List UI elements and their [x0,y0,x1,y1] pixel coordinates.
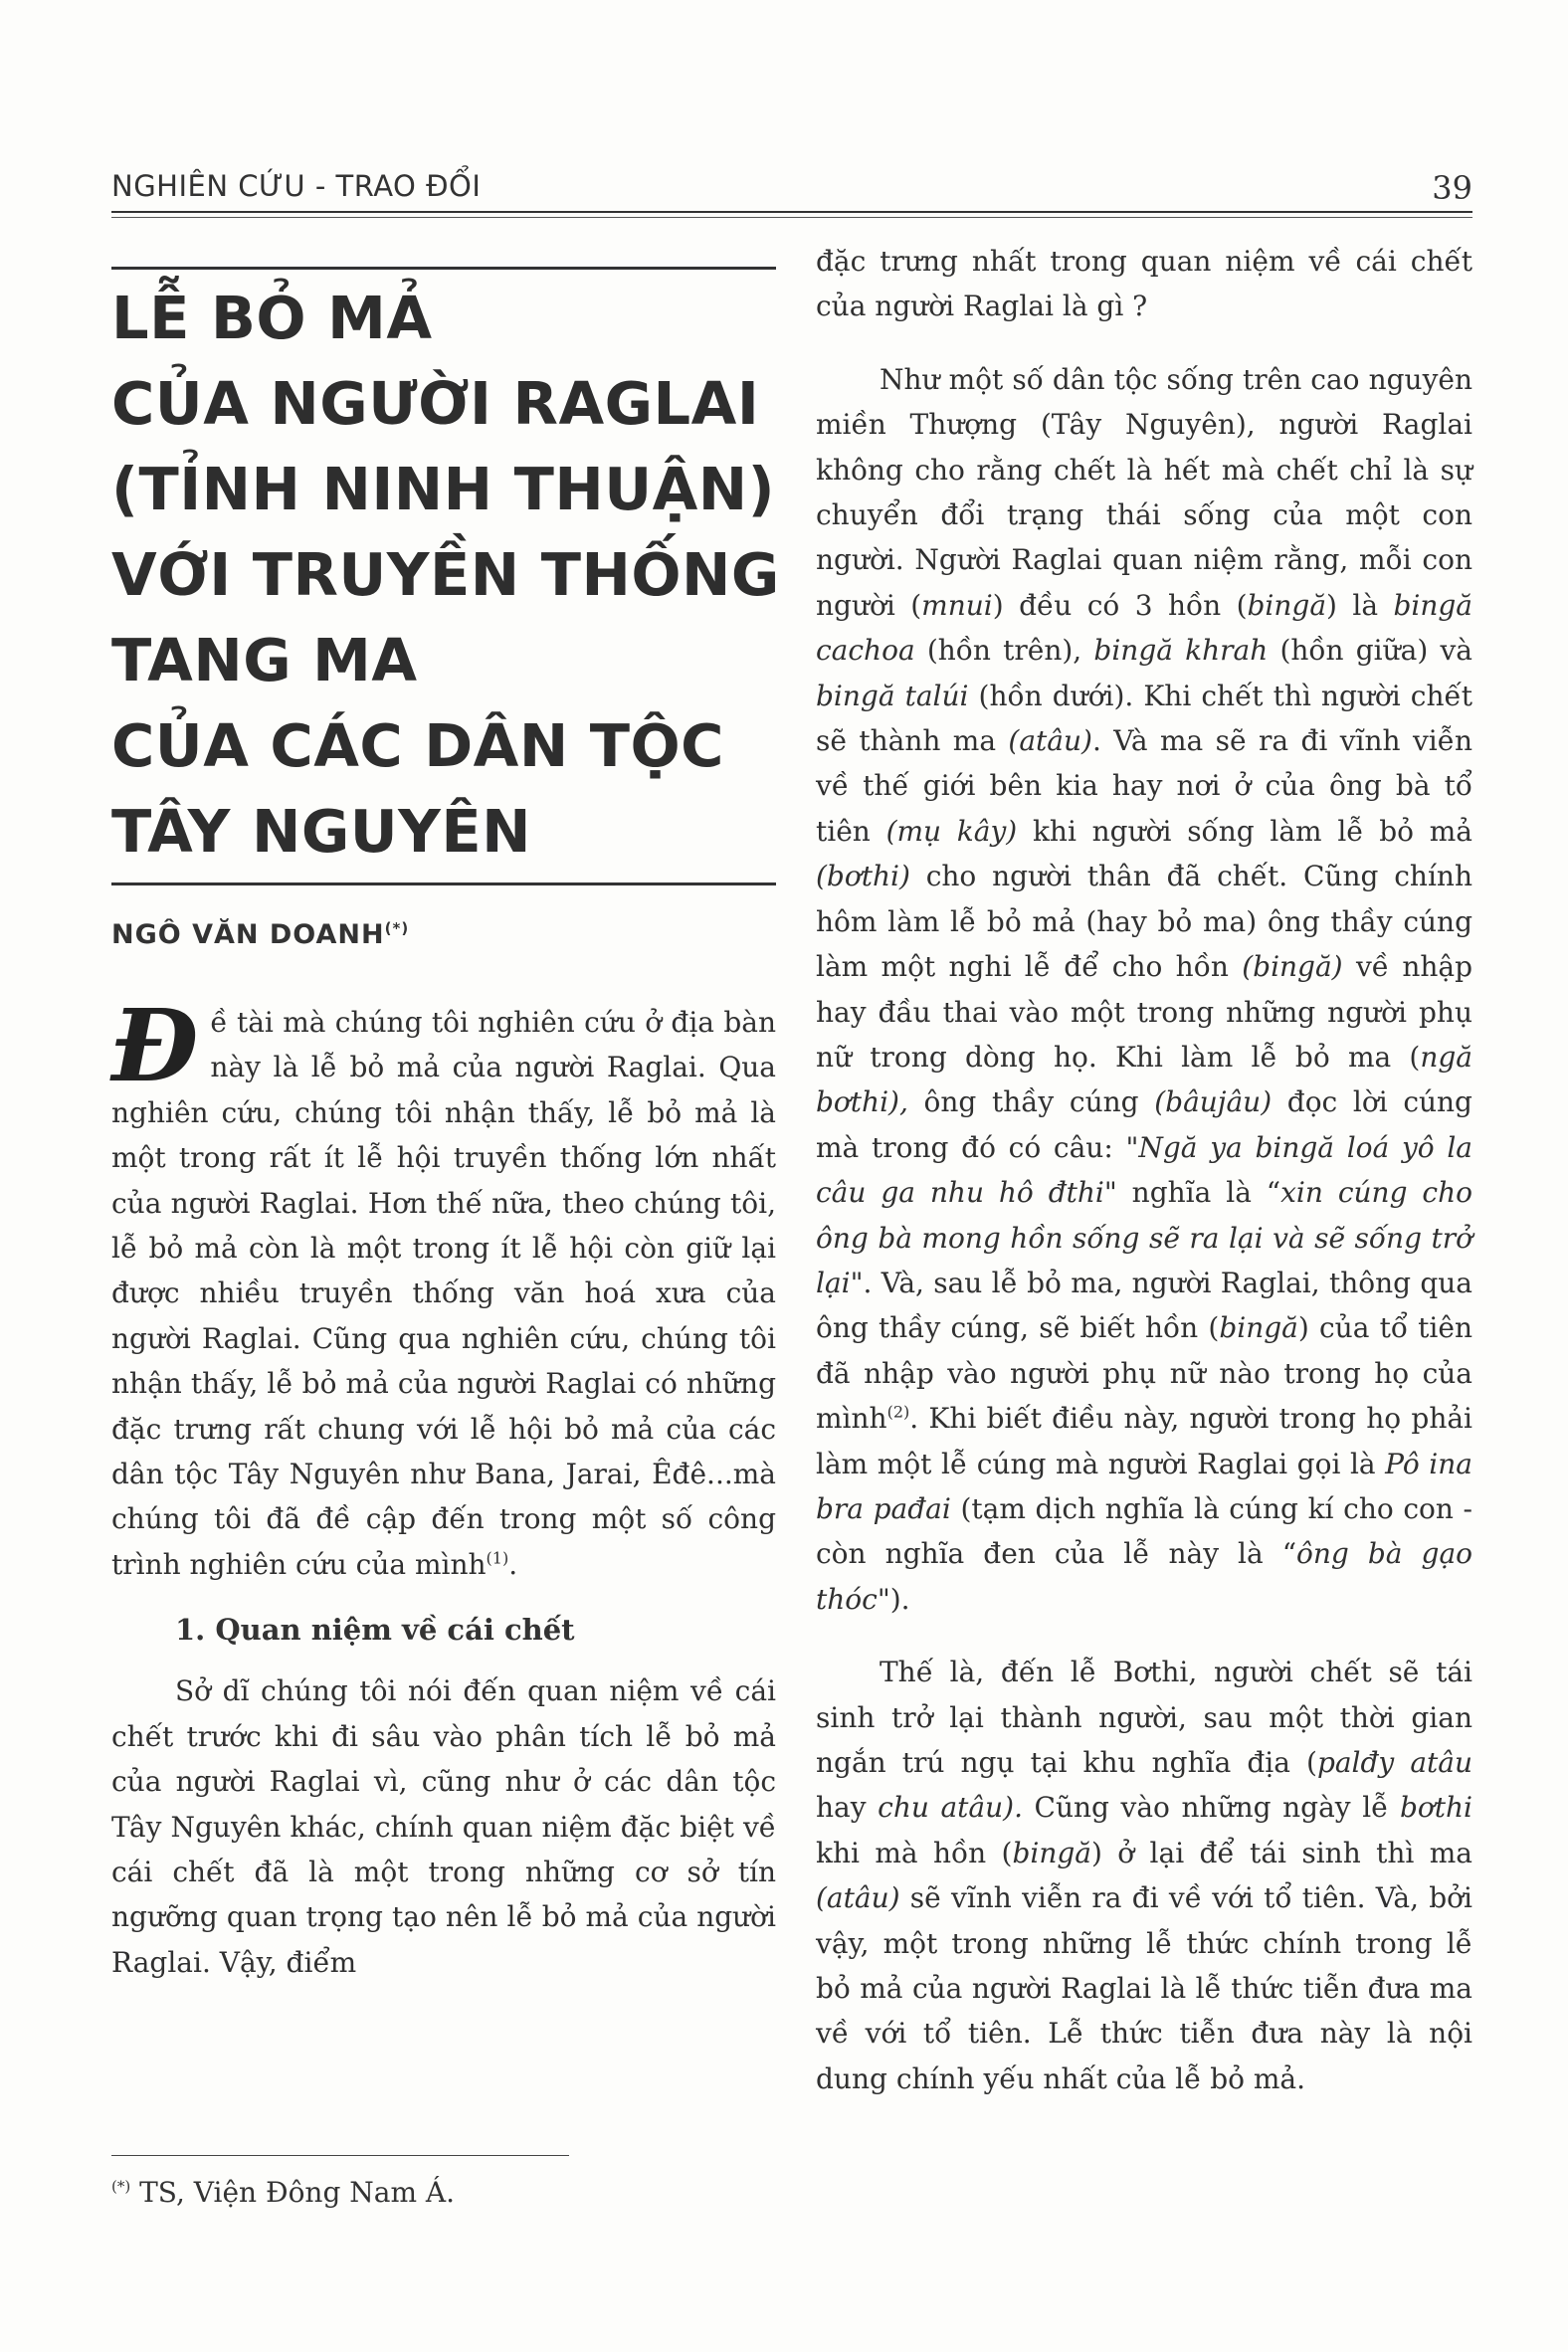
italic-term: chu atâu). [878,1791,1023,1825]
text-run: (hồn trên), [914,634,1094,668]
text-run: " nghĩa là “ [1103,1176,1281,1210]
italic-term: Ngă ya bingă loá yô la câu ga nhu hô đthi [816,1130,1472,1210]
footnote-ref: (1) [486,1548,509,1568]
footnote-mark: (*) [111,2177,131,2196]
italic-term: (bingă) [1242,950,1343,984]
text-run: về nhập hay đầu thai vào một trong những người phụ nữ trong dòng họ. Khi làm lễ bỏ ma ( [816,950,1472,1074]
text-run: ) của tổ tiên đã nhập vào người phụ nữ nào trong họ của mình [816,1311,1472,1436]
text-run: ông thầy cúng [907,1085,1155,1119]
author-name [111,919,776,950]
footnote-block [111,2155,776,2209]
section-heading: 1. Quan niệm về cái chết [175,1613,575,1648]
italic-term: (atâu) [1008,724,1092,758]
title-line: CỦA CÁC DÂN TỘC [111,711,724,780]
text-run: khi người sống làm lễ bỏ mả [1017,814,1473,848]
text-run: ) là [1326,588,1394,622]
text-run: khi mà hồn ( [816,1836,1013,1869]
author-footnote-mark: (*) [384,919,410,937]
author-text: NGÔ VĂN DOANH [111,919,385,950]
italic-term: mnui [921,588,993,622]
text-run: cho người thân đã chết. Cũng chính hôm làm lễ bỏ mả (hay bỏ ma) ông thầy cúng làm một nghi lễ để cho hồn [816,860,1472,984]
intro-end: . [508,1547,518,1581]
italic-term: bingă khrah [1093,634,1269,668]
header-rule [111,211,1472,218]
italic-term: bingă talúi [816,679,969,712]
italic-term: bingă [1247,588,1327,622]
text-run: (hồn giữa) và [1268,634,1472,668]
italic-term: ngă bơthi), [816,1040,1472,1119]
footnote [111,2176,776,2209]
text-run: . Và ma sẽ ra đi vĩnh viễn về thế giới bên kia hay nơi ở của ông bà tổ tiên [816,724,1472,848]
page-number: 39 [1432,169,1472,207]
text-run: (tạm dịch nghĩa là cúng kí cho con - còn nghĩa đen của lễ này là “ [816,1491,1472,1571]
italic-term: Pô ina bra pađai [816,1447,1472,1525]
text-run: hay [816,1791,879,1825]
italic-term: ông bà gạo thóc" [816,1537,1472,1616]
title-line: LỄ BỎ MẢ [111,284,433,352]
running-header [111,165,1472,209]
italic-term: bingă cachoa [816,588,1472,668]
text-run: Thế là, đến lễ Bơthi, người chết sẽ tái sinh trở lại thành người, sau một thời gian ngắn trú ngụ tại khu nghĩa địa ( [816,1656,1472,1779]
text-run: ". Và, sau lễ bỏ ma, người Raglai, thông qua ông thầy cúng, sẽ biết hồn ( [816,1266,1472,1345]
italic-term: (bâujâu) [1154,1085,1273,1119]
italic-term: (bơthi) [816,860,910,893]
continued-paragraph: đặc trưng nhất trong quan niệm về cái chết của người Raglai là gì ? [816,245,1472,323]
text-run: đọc lời cúng mà trong đó có câu: " [816,1085,1472,1164]
title-rule-top [111,267,776,270]
title-line: VỚI TRUYỀN THỐNG [111,540,780,609]
title-line: (TỈNH NINH THUẬN) [111,455,776,523]
italic-term: (atâu) [816,1881,900,1915]
text-run: (hồn dưới). Khi chết thì người chết sẽ thành ma [816,679,1472,758]
title-line: TANG MA [111,626,418,694]
footnote-text: TS, Viện Đông Nam Á. [130,2176,456,2209]
body-paragraph [816,357,1472,1622]
intro-text: ề tài mà chúng tôi nghiên cứu ở địa bàn này là lễ bỏ mả của người Raglai. Qua nghiên cứu, chúng tôi nhận thấy, lễ bỏ mả là một trong rất ít lễ hội truyền thống lớn nhất của người Raglai. Hơn thế nữa, theo chúng tôi, lễ bỏ mả còn là một trong ít lễ hội còn giữ lại được nhiều truyền thống văn hoá xưa của người Raglai. Cũng qua nghiên cứu, chúng tôi nhận thấy, lễ bỏ mả của người Raglai có những đặc trưng rất chung với lễ hội bỏ mả của các dân tộc Tây Nguyên như Bana, Jarai, Êđê...mà chúng tôi đã đề cập đến trong một số công trình nghiên cứu của mình [111,1006,776,1581]
footnote-ref: (2) [886,1402,910,1422]
footnote-rule [111,2155,569,2156]
section-title: NGHIÊN CỨU - TRAO ĐỔI [111,169,482,203]
italic-term: (mụ kây) [885,814,1018,848]
article-title [111,276,780,875]
body-paragraph [816,1650,1472,2101]
text-run: ). [889,1582,910,1616]
text-run: ) ở lại để tái sinh thì ma [1091,1836,1472,1869]
italic-term: bingă [1012,1836,1091,1869]
paragraph-gap [816,329,1472,357]
text-run: Cũng vào những ngày lễ [1022,1791,1400,1825]
text-run: Như một số dân tộc sống trên cao nguyên miền Thượng (Tây Nguyên), người Raglai không cho rằng chết là hết mà chết chỉ là sự chuyển đổi trạng thái sống của một con người. Người Raglai quan niệm rằng, mỗi con người ( [816,362,1472,622]
text-run: ) đều có 3 hồn ( [992,588,1248,622]
italic-term: xin cúng cho ông bà mong hồn sống sẽ ra lại và sẽ sống trở lại [816,1176,1472,1299]
body-paragraph: Sở dĩ chúng tôi nói đến quan niệm về cái chết trước khi đi sâu vào phân tích lễ bỏ mả của người Raglai vì, cũng như ở các dân tộc Tây Nguyên khác, chính quan niệm đặc biệt về cái chết đã là một trong những cơ sở tín ngưỡng quan trọng tạo nên lễ bỏ mả của người Raglai. Vậy, điểm [111,1674,776,1979]
italic-term: bơthi [1399,1791,1472,1825]
drop-cap: Đ [111,987,199,1104]
italic-term: palđy atâu [1316,1746,1472,1779]
text-run: sẽ vĩnh viễn ra đi về với tổ tiên. Và, bởi vậy, một trong những lễ thức chính trong lễ bỏ mả của người Raglai là lễ thức tiễn đưa ma về với tổ tiên. Lễ thức tiễn đưa này là nội dung chính yếu nhất của lễ bỏ mả. [816,1881,1472,2095]
text-run: . Khi biết điều này, người trong họ phải làm một lễ cúng mà người Raglai gọi là [816,1402,1472,1480]
left-column [111,267,780,1985]
intro-paragraph [111,987,776,1587]
title-rule-bottom [111,882,776,885]
italic-term: bingă [1219,1311,1298,1345]
title-line: CỦA NGƯỜI RAGLAI [111,369,760,438]
title-line: TÂY NGUYÊN [111,797,532,866]
right-column [816,239,1472,2101]
paragraph-gap [816,1622,1472,1650]
